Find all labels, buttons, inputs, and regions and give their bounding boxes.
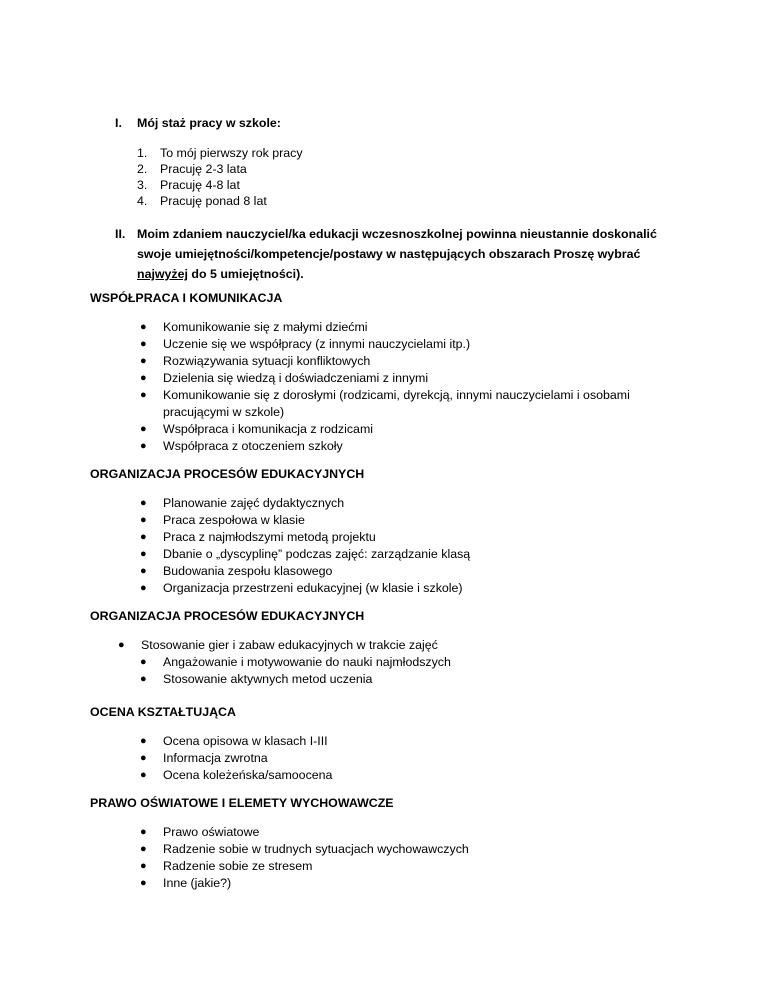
option-text: To mój pierwszy rok pracy xyxy=(160,146,303,160)
option-text: Pracuję 2-3 lata xyxy=(160,162,247,176)
list-item-text: Komunikowanie się z dorosłymi (rodzicami, dyrekcją, innymi nauczycielami i osobami pracującymi w szkole) xyxy=(163,388,630,419)
list-item-text: Dzielenia się wiedzą i doświadczeniami z innymi xyxy=(163,371,429,385)
section-title: WSPÓŁPRACA I KOMUNIKACJA xyxy=(90,291,283,305)
list-item-text: Ocena opisowa w klasach I-III xyxy=(163,734,328,748)
list-item-text: Komunikowanie się z małymi dziećmi xyxy=(163,320,368,334)
list-item-text: Ocena koleżeńska/samoocena xyxy=(163,768,333,782)
list-item-text: Organizacja przestrzeni edukacyjnej (w klasie i szkole) xyxy=(163,581,463,595)
list-item-text: Współpraca i komunikacja z rodzicami xyxy=(163,422,374,436)
bullet-icon: ● xyxy=(118,639,125,651)
list-item-text: Praca z najmłodszymi metodą projektu xyxy=(163,530,376,544)
option-number: 4. xyxy=(137,194,148,208)
bullet-icon: ● xyxy=(140,826,147,838)
list-item-text: Stosowanie aktywnych metod uczenia xyxy=(163,672,373,686)
bullet-icon: ● xyxy=(140,860,147,872)
list-item-text: Radzenie sobie w trudnych sytuacjach wychowawczych xyxy=(163,842,469,856)
bullet-icon: ● xyxy=(140,877,147,889)
option-number: 1. xyxy=(137,146,148,160)
bullet-icon: ● xyxy=(140,752,147,764)
bullet-icon: ● xyxy=(140,338,147,350)
question-2-underlined: najwyżej xyxy=(137,267,188,281)
question-1-title: Mój staż pracy w szkole: xyxy=(137,116,281,130)
section-title: OCENA KSZTAŁTUJĄCA xyxy=(90,705,236,719)
question-2-text-after: do 5 umiejętności). xyxy=(187,267,304,281)
bullet-icon: ● xyxy=(140,321,147,333)
list-item-text: Prawo oświatowe xyxy=(163,825,260,839)
list-item-text: Inne (jakie?) xyxy=(163,876,232,890)
list-item-text: Planowanie zajęć dydaktycznych xyxy=(163,496,345,510)
bullet-icon: ● xyxy=(140,735,147,747)
list-item-text: Praca zespołowa w klasie xyxy=(163,513,305,527)
bullet-icon: ● xyxy=(140,769,147,781)
bullet-icon: ● xyxy=(140,565,147,577)
question-2-text-before: Moim zdaniem nauczyciel/ka edukacji wczesnoszkolnej powinna nieustannie doskonalić swoje umiejętności/kompetencje/postawy w następujących obszarach Proszę wybrać xyxy=(137,227,657,261)
bullet-icon: ● xyxy=(140,423,147,435)
section-title: PRAWO OŚWIATOWE I ELEMETY WYCHOWAWCZE xyxy=(90,796,394,810)
bullet-icon: ● xyxy=(140,531,147,543)
question-2-text xyxy=(137,224,657,284)
question-2-heading xyxy=(115,224,657,284)
list-item-text: Radzenie sobie ze stresem xyxy=(163,859,313,873)
bullet-icon: ● xyxy=(140,389,147,401)
list-item-text: Uczenie się we współpracy (z innymi nauczycielami itp.) xyxy=(163,337,471,351)
list-item-text: Dbanie o „dyscyplinę” podczas zajęć: zarządzanie klasą xyxy=(163,547,471,561)
list-item-text: Budowania zespołu klasowego xyxy=(163,564,333,578)
bullet-icon: ● xyxy=(140,355,147,367)
bullet-icon: ● xyxy=(140,514,147,526)
bullet-icon: ● xyxy=(140,673,147,685)
bullet-icon: ● xyxy=(140,548,147,560)
option-text: Pracuję 4-8 lat xyxy=(160,178,240,192)
bullet-icon: ● xyxy=(140,497,147,509)
bullet-icon: ● xyxy=(140,582,147,594)
question-1-heading xyxy=(115,113,281,133)
list-item-text: Stosowanie gier i zabaw edukacyjnych w trakcie zajęć xyxy=(141,638,438,652)
option-number: 2. xyxy=(137,162,148,176)
section-title: ORGANIZACJA PROCESÓW EDUKACYJNYCH xyxy=(90,467,365,481)
question-1-number: I. xyxy=(115,116,122,130)
list-item-text: Współpraca z otoczeniem szkoły xyxy=(163,439,343,453)
bullet-icon: ● xyxy=(140,843,147,855)
option-text: Pracuję ponad 8 lat xyxy=(160,194,267,208)
bullet-icon: ● xyxy=(140,440,147,452)
section-title: ORGANIZACJA PROCESÓW EDUKACYJNYCH xyxy=(90,609,365,623)
option-number: 3. xyxy=(137,178,148,192)
list-item-text: Informacja zwrotna xyxy=(163,751,268,765)
bullet-icon: ● xyxy=(140,372,147,384)
question-2-number: II. xyxy=(115,227,126,241)
list-item-text: Angażowanie i motywowanie do nauki najmłodszych xyxy=(163,655,451,669)
bullet-icon: ● xyxy=(140,656,147,668)
list-item-text: Rozwiązywania sytuacji konfliktowych xyxy=(163,354,371,368)
